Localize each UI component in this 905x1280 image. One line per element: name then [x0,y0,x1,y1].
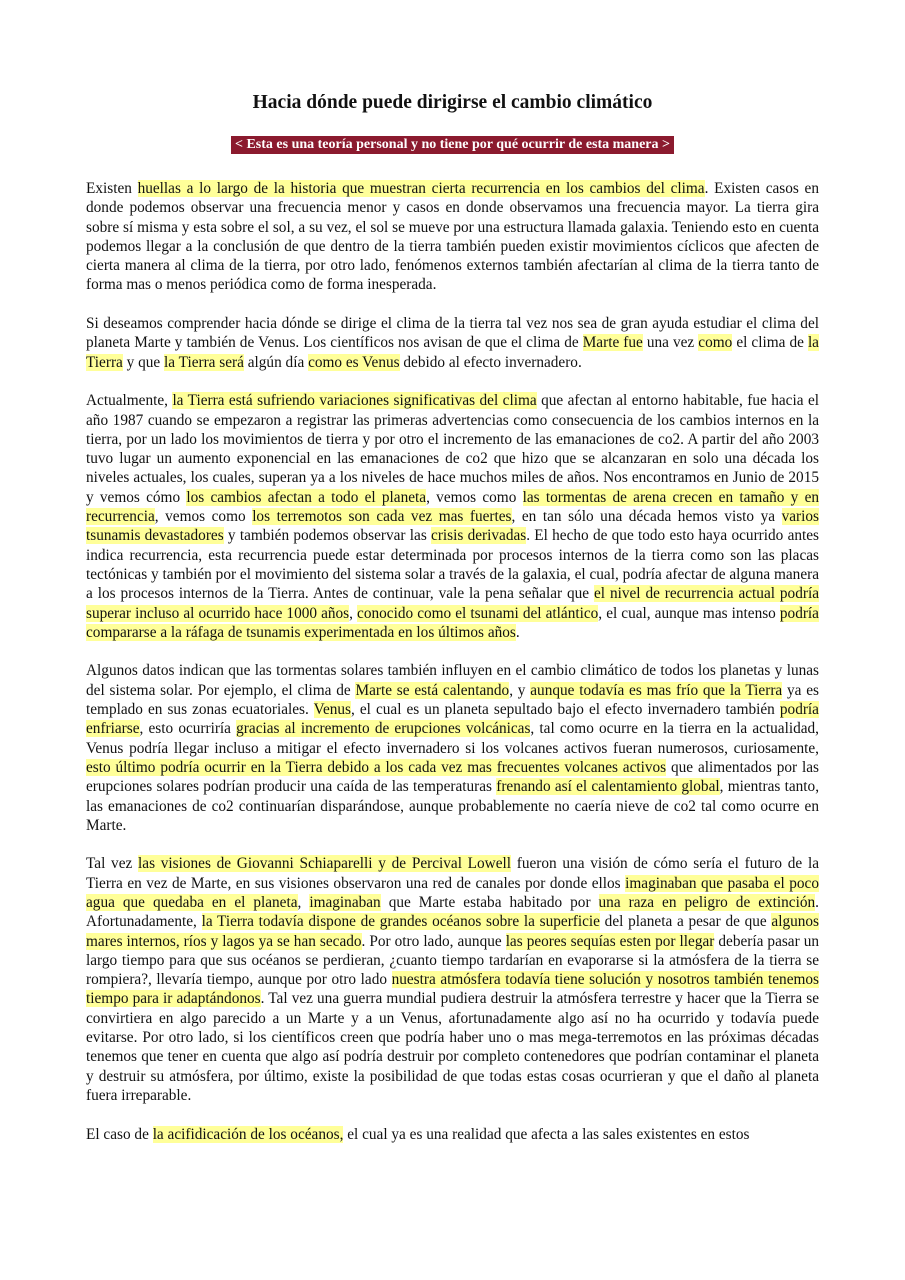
highlighted-text: nuestra atmósfera todavía tiene solución y nosotros también tenemos tiempo para ir adaptándonos [86,971,819,1008]
body-text: Algunos datos indican que las tormentas solares también influyen en el cambio climático de todos los planetas y lunas del sistema solar. Por ejemplo, el clima de [86,662,819,699]
body-text: que afectan al entorno habitable, fue hacia el año 1987 cuando se empezaron a registrar las primeras advertencias como consecuencia de los cambios internos en la tierra, por un lado los movimientos de tierra y por otro el incremento de las emanaciones de co2. A partir del año 2003 tuvo lugar un aumento exponencial en las emanaciones de co2 que hizo que se alcanzaran en solo una década los niveles actuales, los cuales, superan ya a los niveles de hace muchos miles de años. Nos encontramos en Junio de 2015 y vemos cómo [86,392,819,506]
document-page [86,84,819,1163]
paragraph-6 [86,1125,819,1144]
body-text: , [349,604,358,622]
body-text: . Tal vez una guerra mundial pudiera destruir la atmósfera terrestre y hacer que la Tierra se convirtiera en algo parecido a un Marte y a un Venus, afortunadamente algo así no ha ocurrido y todavía puede evitarse. Por otro lado, si los científicos creen que podría haber uno o mas mega-terremotos en las próximas décadas tenemos que tener en cuenta que algo así podría destruir por completo contenedores que podrían contaminar el planeta y destruir su atmósfera, por último, existe la posibilidad de que todas estas cosas ocurrieran y que el daño al planeta fuera irreparable. [86,990,820,1104]
paragraph-4 [86,661,819,835]
body-text: Actualmente, [86,392,173,410]
body-text: , esto ocurriría [139,720,237,738]
disclaimer-banner: < Esta es una teoría personal y no tiene por qué ocurrir de esta manera > [231,136,674,154]
body-text: , y [509,681,531,699]
highlighted-text: como es Venus [308,353,400,371]
body-text: . Por otro lado, aunque [361,932,506,950]
highlighted-text: la Tierra está sufriendo variaciones significativas del clima [172,392,537,410]
body-text: . [515,623,520,641]
highlighted-text: frenando así el calentamiento global [496,778,720,796]
body-text: y también podemos observar las [223,527,432,545]
body-text: el cual ya es una realidad que afecta a las sales existentes en estos [343,1125,750,1143]
highlighted-text: las visiones de Giovanni Schiaparelli y de Percival Lowell [138,855,512,873]
body-text: , vemos como [154,508,253,526]
body-text: , [297,893,310,911]
body-text: El caso de [86,1125,153,1143]
body-text: el clima de [732,334,808,352]
highlighted-text: la Tierra [86,334,819,371]
body-text: fueron una visión de cómo sería el futuro de la Tierra en vez de Marte, en sus visiones observaron una red de canales por donde ellos [86,855,819,892]
body-text: , vemos como [426,488,523,506]
highlighted-text: la Tierra todavía dispone de grandes océanos sobre la superficie [201,913,600,931]
highlighted-text: Venus [313,701,351,719]
document-body [86,179,819,1144]
highlighted-text: podría compararse a la ráfaga de tsunamis experimentada en los últimos años [86,604,819,641]
disclaimer-wrap [86,135,819,155]
highlighted-text: la Tierra será [164,353,244,371]
highlighted-text: aunque todavía es mas frío que la Tierra [530,681,783,699]
body-text: que Marte estaba habitado por [380,893,599,911]
paragraph-5 [86,854,819,1105]
body-text: una vez [642,334,699,352]
body-text: del planeta a pesar de que [599,913,772,931]
body-text: que alimentados por las erupciones solares podrían producir una caída de las temperaturas [86,758,819,796]
highlighted-text: una raza en peligro de extinción [598,893,816,911]
body-text: debería pasar un largo tiempo para que sus océanos se perdieran, ¿cuanto tiempo tardarían en evaporarse si la atmósfera de la tierra se rompiera?, llevaría tiempo, aunque por otro lado [86,932,820,989]
highlighted-text: Marte se está calentando [355,681,510,699]
body-text: y que [122,353,165,371]
highlighted-text: Marte fue [582,334,643,352]
highlighted-text: crisis derivadas [431,527,527,545]
highlighted-text: la acifidicación de los océanos, [152,1125,344,1143]
highlighted-text: las peores sequías esten por llegar [505,932,715,950]
body-text: . Existen casos en donde podemos observar una frecuencia menor y casos en donde observamos una frecuencia mayor. La tierra gira sobre sí misma y esta sobre el sol, a su vez, el sol se mueve por una estructura llamada galaxia. Teniendo esto en cuenta podemos llegar a la conclusión de que dentro de la tierra también pueden existir movimientos cíclicos que afecten de cierta manera al clima de la tierra, por otro lado, fenómenos externos también afectarían al clima de la tierra tanto de forma mas o menos periódica como de forma inesperada. [86,180,819,294]
body-text: algún día [243,353,309,371]
body-text: ya es templado en sus zonas ecuatoriales. [86,681,819,719]
body-text: , mientras tanto, las emanaciones de co2 continuarían disparándose, aunque probablemente no caería nieve de co2 tal como ocurre en Marte. [86,778,820,834]
highlighted-text: esto último podría ocurrir en la Tierra debido a los cada vez mas frecuentes volcanes activos [86,758,667,776]
highlighted-text: podría enfriarse [86,701,819,738]
document-title: Hacia dónde puede dirigirse el cambio climático [252,92,653,113]
paragraph-1 [86,179,819,295]
body-text: debido al efecto invernadero. [399,353,582,371]
body-text: , el cual, aunque mas intenso [598,604,780,622]
highlighted-text: varios tsunamis devastadores [86,508,819,545]
body-text: , en tan sólo una década hemos visto ya [511,508,782,526]
body-text: , tal como ocurre en la tierra en la actualidad, Venus podría llegar incluso a mitigar el efecto invernadero si los volcanes activos fueran numerosos, curiosamente, [86,720,819,757]
highlighted-text: los cambios afectan a todo el planeta [186,488,427,506]
highlighted-text: algunos mares internos, ríos y lagos ya se han secado [86,913,820,950]
body-text: , el cual es un planeta sepultado bajo el efecto invernadero también [351,701,780,719]
body-text: Tal vez [86,855,139,873]
body-text: Existen [86,180,138,197]
highlighted-text: como [698,334,733,352]
highlighted-text: imaginaban que pasaba el poco agua que quedaba en el planeta [86,874,819,911]
paragraph-2 [86,314,819,372]
highlighted-text: imaginaban [309,893,381,911]
highlighted-text: huellas a lo largo de la historia que muestran cierta recurrencia en los cambios del clima [137,180,705,197]
paragraph-3 [86,391,819,642]
body-text: . Afortunadamente, [86,893,819,931]
highlighted-text: las tormentas de arena crecen en tamaño y en recurrencia [86,488,820,526]
body-text: . El hecho de que todo esto haya ocurrido antes indica recurrencia, esta recurrencia puede estar determinada por procesos internos de la tierra como son las placas tectónicas y también por el movimiento del sistema solar a través de la galaxia, el cual, podría afectar de alguna manera a los procesos internos de la Tierra. Antes de continuar, vale la pena señalar que [86,527,819,603]
highlighted-text: gracias al incremento de erupciones volcánicas [236,720,531,738]
highlighted-text: los terremotos son cada vez mas fuertes [252,508,512,526]
highlighted-text: conocido como el tsunami del atlántico [357,604,599,622]
body-text: Si deseamos comprender hacia dónde se dirige el clima de la tierra tal vez nos sea de gran ayuda estudiar el clima del planeta Marte y también de Venus. Los científicos nos avisan de que el clima de [86,315,819,352]
highlighted-text: el nivel de recurrencia actual podría superar incluso al ocurrido hace 1000 años [86,585,819,622]
